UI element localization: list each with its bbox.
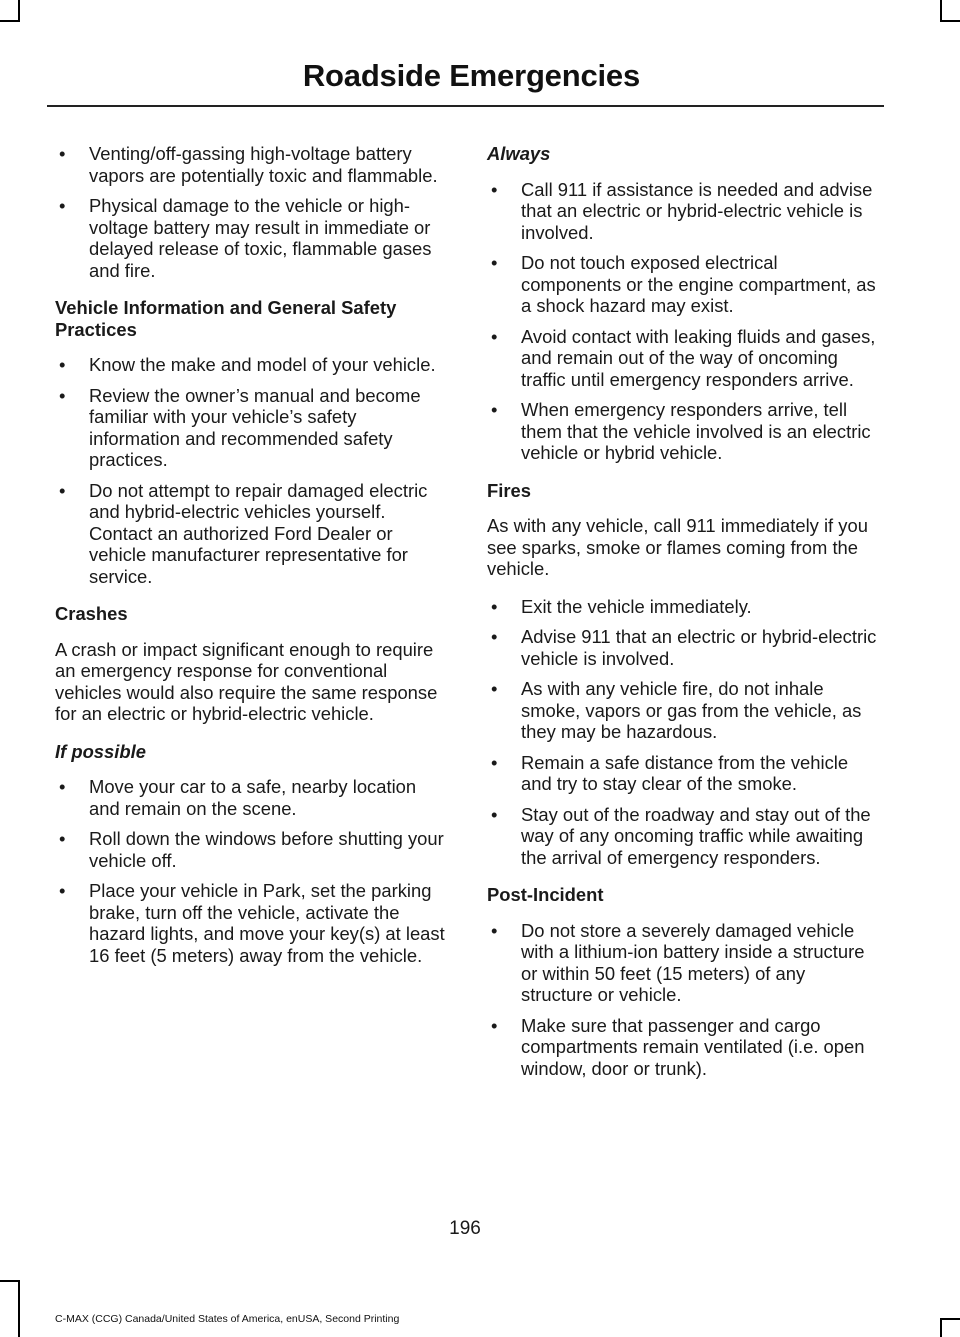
bullet-icon: • <box>59 143 66 164</box>
bullet-icon: • <box>491 751 498 773</box>
bullet-icon: • <box>491 325 498 347</box>
crop-mark-top-left-horizontal <box>0 20 20 22</box>
list-item: • Do not store a severely damaged vehicle with a lithium-ion battery inside a structure or within 50 feet (15 meters) of any structure or vehicle. <box>491 919 865 1005</box>
if-possible-bullet-list <box>55 776 445 966</box>
bullet-icon: • <box>59 479 66 501</box>
section-heading-post-incident: Post-Incident <box>487 884 604 905</box>
section-heading-vehicle-information: Vehicle Information and General Safety Practices <box>55 297 397 340</box>
list-item: • Avoid contact with leaking fluids and gases, and remain out of the way of oncoming traffic until emergency responders arrive. <box>491 325 876 390</box>
bullet-icon: • <box>491 919 498 941</box>
crop-mark-bottom-left-horizontal <box>0 1280 20 1282</box>
subheading-if-possible: If possible <box>55 740 146 762</box>
bullet-icon: • <box>491 178 498 200</box>
footer-edition-text: C-MAX (CCG) Canada/United States of America, enUSA, Second Printing <box>55 1313 400 1325</box>
crop-mark-top-right-horizontal <box>940 20 960 22</box>
bullet-icon: • <box>491 803 498 825</box>
crop-mark-bottom-left-vertical <box>18 1280 20 1337</box>
list-item: • When emergency responders arrive, tell them that the vehicle involved is an electric vehicle or hybrid vehicle. <box>491 399 871 463</box>
list-item: • Place your vehicle in Park, set the parking brake, turn off the vehicle, activate the hazard lights, and move your key(s) at least 16 feet (5 meters) away from the vehicle. <box>59 880 445 966</box>
list-item: • Remain a safe distance from the vehicle and try to stay clear of the smoke. <box>491 751 849 794</box>
always-bullet-list <box>487 179 877 464</box>
page-number: 196 <box>449 1218 481 1239</box>
list-item: • Move your car to a safe, nearby location and remain on the scene. <box>59 776 417 819</box>
list-item: • Make sure that passenger and cargo compartments remain ventilated (i.e. open window, door or trunk). <box>491 1014 865 1079</box>
fires-paragraph: As with any vehicle, call 911 immediately if you see sparks, smoke or flames coming from the vehicle. <box>487 515 868 579</box>
list-item: • Exit the vehicle immediately. <box>491 595 752 617</box>
bullet-icon: • <box>59 880 66 901</box>
crop-mark-bottom-right-vertical <box>940 1318 942 1337</box>
bullet-icon: • <box>491 678 498 699</box>
list-item: • Call 911 if assistance is needed and advise that an electric or hybrid-electric vehicle is involved. <box>491 178 873 243</box>
list-item: • Stay out of the roadway and stay out of the way of any oncoming traffic while awaiting the arrival of emergency responders. <box>491 803 871 868</box>
list-item: • Physical damage to the vehicle or high-voltage battery may result in immediate or delayed release of toxic, flammable gases and fire. <box>59 195 432 281</box>
fires-bullet-list <box>487 596 877 869</box>
crop-mark-bottom-right-horizontal <box>940 1318 960 1320</box>
post-incident-bullet-list <box>487 920 877 1080</box>
right-column <box>487 143 877 1095</box>
list-item: • Do not attempt to repair damaged electric and hybrid-electric vehicles yourself. Contact an authorized Ford Dealer or vehicle manufacturer representative for service. <box>59 479 428 587</box>
bullet-icon: • <box>59 828 66 849</box>
subheading-always: Always <box>487 143 551 164</box>
section-heading-crashes: Crashes <box>55 603 128 624</box>
bullet-icon: • <box>491 399 498 420</box>
bullet-icon: • <box>491 252 498 273</box>
list-item: • Venting/off-gassing high-voltage battery vapors are potentially toxic and flammable. <box>59 143 438 186</box>
crashes-paragraph: A crash or impact significant enough to require an emergency response for conventional vehicles would also require the same response for an electric or hybrid-electric vehicle. <box>55 638 438 724</box>
bullet-icon: • <box>59 384 66 406</box>
bullet-icon: • <box>491 595 498 617</box>
left-column <box>55 143 445 982</box>
page-title: Roadside Emergencies <box>302 58 640 93</box>
list-item: • Roll down the windows before shutting your vehicle off. <box>59 828 444 871</box>
list-item: • Know the make and model of your vehicle. <box>59 354 436 375</box>
intro-bullet-list <box>55 143 445 281</box>
bullet-icon: • <box>59 776 66 797</box>
bullet-icon: • <box>59 195 66 216</box>
header-divider <box>47 105 884 107</box>
bullet-icon: • <box>59 354 66 375</box>
list-item: • Do not touch exposed electrical components or the engine compartment, as a shock hazard may exist. <box>491 252 876 316</box>
list-item: • Advise 911 that an electric or hybrid-electric vehicle is involved. <box>491 626 877 669</box>
vehicle-info-bullet-list <box>55 354 445 587</box>
crop-mark-top-right-vertical <box>940 0 942 22</box>
bullet-icon: • <box>491 1014 498 1036</box>
section-heading-fires: Fires <box>487 479 531 501</box>
crop-mark-top-left-vertical <box>18 0 20 22</box>
list-item: • As with any vehicle fire, do not inhale smoke, vapors or gas from the vehicle, as they may be hazardous. <box>491 678 862 742</box>
bullet-icon: • <box>491 626 498 647</box>
list-item: • Review the owner’s manual and become familiar with your vehicle’s safety information and recommended safety practices. <box>59 384 421 470</box>
